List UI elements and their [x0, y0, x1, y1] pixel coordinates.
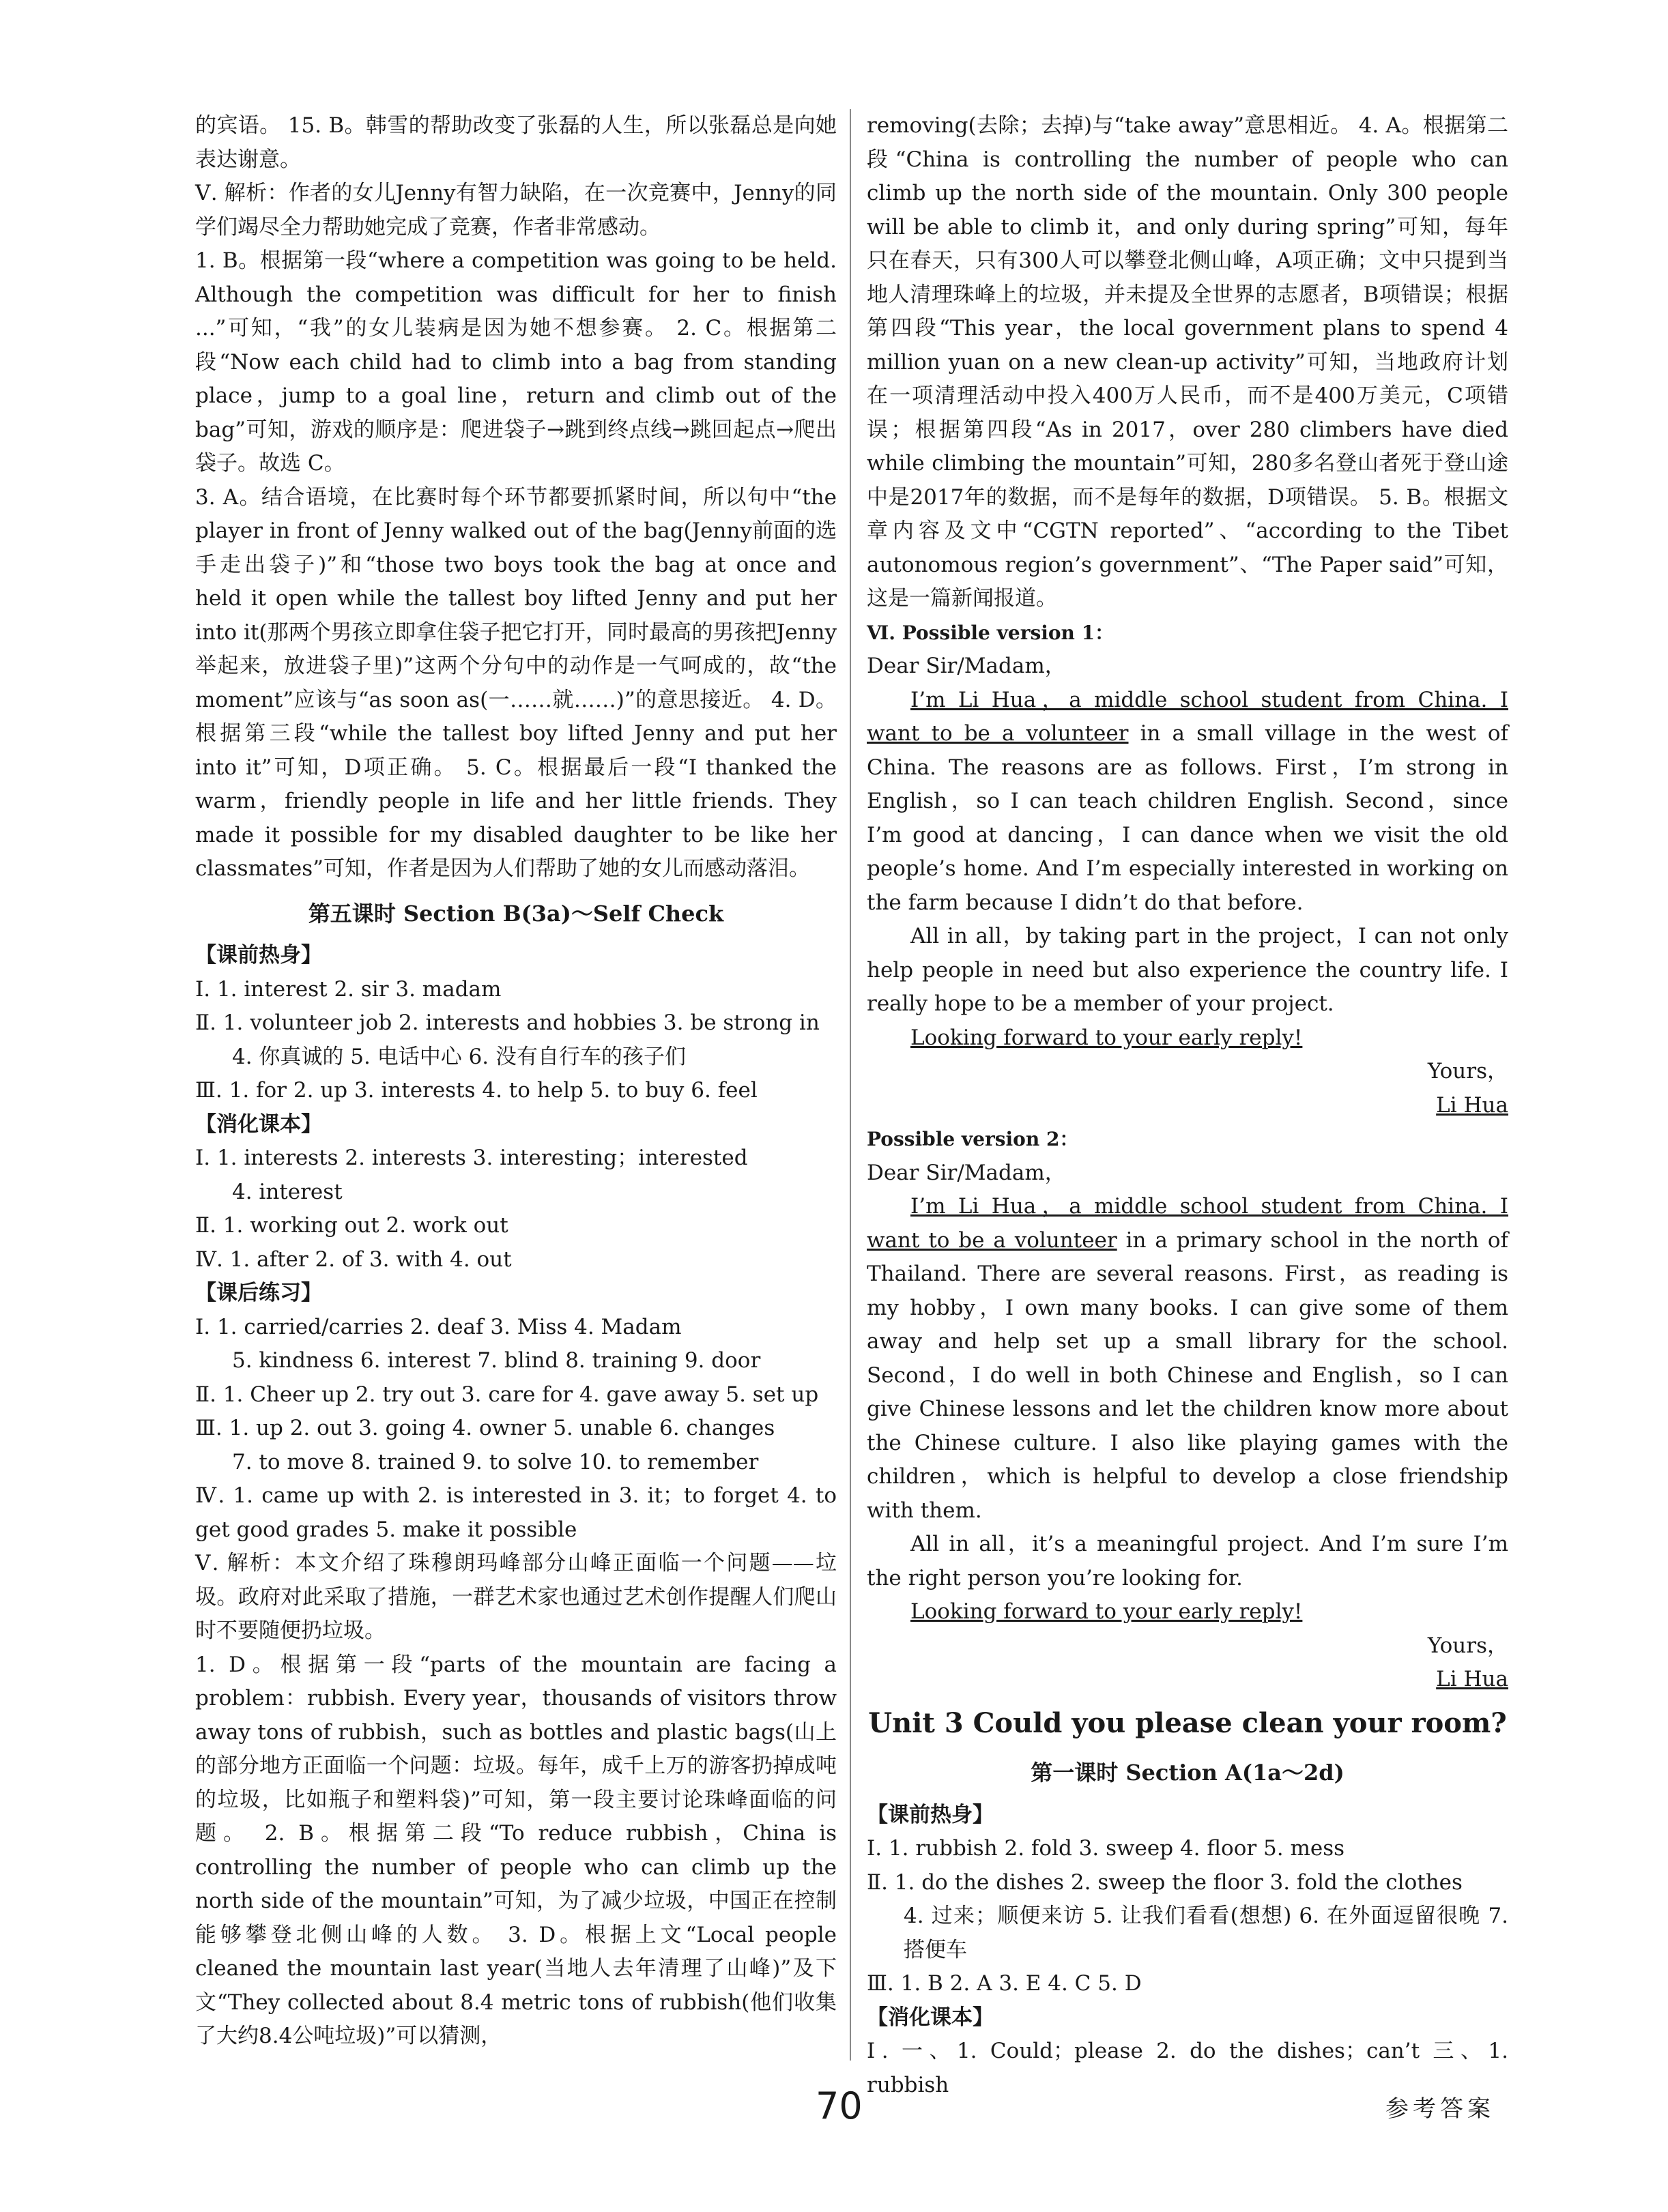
underlined-text: I’m Li Hua，a middle school student from China. I want to be a volunteer: [867, 1194, 1508, 1253]
lesson-title: 第五课时 Section B(3a)～Self Check: [308, 900, 724, 927]
version-label: Ⅵ. Possible version 1：: [867, 621, 1115, 644]
paragraph: Ⅴ. 解析：本文介绍了珠穆朗玛峰部分山峰正面临一个问题——垃圾。政府对此采取了措施，一群艺术家也通过艺术创作提醒人们爬山时不要随便扔垃圾。: [195, 1551, 837, 1643]
answer-line: Ⅰ. 1. rubbish 2. fold 3. sweep 4. floor 5. mess: [867, 1836, 1345, 1861]
answer-line: Ⅱ. 1. working out 2. work out: [195, 1213, 508, 1238]
underlined-text: I’m Li Hua，a middle school student from China. I want to be a volunteer: [867, 687, 1508, 746]
letter-closing: [867, 1021, 1508, 1056]
section-heading: 【课前热身】: [195, 943, 322, 967]
paragraph: 1. B。根据第一段“where a competition was going to be held. Although the competition was difficult for her to finish ...”可知，“我”的女儿装病是因为她不想参赛。 2. C。根据第二段“Now each child had to climb into a bag from standing place，jump to a goal line，return and climb out of the bag”可知，游戏的顺序是：爬进袋子→跳到终点线→跳回起点→爬出袋子。故选 C。: [195, 248, 837, 476]
letter-paragraph: All in all，it’s a meaningful project. And I’m sure I’m the right person you’re looking for.: [867, 1532, 1508, 1590]
letter-greeting: Dear Sir/Madam，: [867, 654, 1066, 678]
answer-line: Ⅱ. 1. Cheer up 2. try out 3. care for 4. gave away 5. set up: [195, 1382, 819, 1407]
paragraph: Ⅴ. 解析：作者的女儿Jenny有智力缺陷，在一次竞赛中，Jenny的同学们竭尽全力帮助她完成了竞赛，作者非常感动。: [195, 181, 837, 239]
answer-line: Ⅲ. 1. for 2. up 3. interests 4. to help 5. to buy 6. feel: [195, 1078, 758, 1103]
paragraph: removing(去除；去掉)与“take away”意思相近。 4. A。根据第二段“China is controlling the number of people who can climb up the north side of the mountain. Only 300 people will be able to climb it，and only during spring”可知，每年只在春天，只有300人可以攀登北侧山峰，A项正确；文中只提到当地人清理珠峰上的垃圾，并未提及全世界的志愿者，B项错误；根据第四段“This year，the local government plans to spend 4 million yuan on a new clean-up activity”可知，当地政府计划在一项清理活动中投入400万人民币，而不是400万美元，C项错误；根据第四段“As in 2017，over 280 climbers have died while climbing the mountain”可知，280多名登山者死于登山途中是2017年的数据，而不是每年的数据，D项错误。 5. B。根据文章内容及文中“CGTN reported”、“according to the Tibet autonomous region’s government”、“The Paper said”可知，这是一篇新闻报道。: [867, 113, 1508, 611]
paragraph: 3. A。结合语境，在比赛时每个环节都要抓紧时间，所以句中“the player in front of Jenny walked out of the bag(Jenny前面的选手走出袋子)”和“those two boys took the bag at once and held it open while the tallest boy lifted Jenny and put her into it(那两个男孩立即拿住袋子把它打开，同时最高的男孩把Jenny举起来，放进袋子里)”这两个分句中的动作是一气呵成的，故“the moment”应该与“as soon as(一……就……)”的意思接近。 4. D。根据第三段“while the tallest boy lifted Jenny and put her into it”可知，D项正确。 5. C。根据最后一段“I thanked the warm，friendly people in life and her little friends. They made it possible for my disabled daughter to be like her classmates”可知，作者是因为人们帮助了她的女儿而感动落泪。: [195, 484, 837, 881]
letter-closing: [867, 1595, 1508, 1629]
section-heading: 【课前热身】: [867, 1802, 994, 1827]
answer-line: Ⅰ. 1. interest 2. sir 3. madam: [195, 976, 502, 1002]
letter-signature: [867, 1089, 1508, 1123]
answer-line: 4. 你真诚的 5. 电话中心 6. 没有自行车的孩子们: [232, 1044, 686, 1069]
section-heading: 【课后练习】: [195, 1281, 322, 1305]
answer-line: Ⅰ. 1. interests 2. interests 3. interesting；interested: [195, 1146, 748, 1170]
letter-paragraph: [867, 684, 1508, 920]
answer-line: Ⅲ. 1. B 2. A 3. E 4. C 5. D: [867, 1971, 1142, 1996]
letter-paragraph: [867, 1190, 1508, 1528]
footer-label: 参考答案: [1385, 2095, 1495, 2123]
answer-line: 7. to move 8. trained 9. to solve 10. to remember: [232, 1449, 759, 1474]
paragraph: 的宾语。 15. B。韩雪的帮助改变了张磊的人生，所以张磊总是向她表达谢意。: [195, 113, 837, 172]
unit-title: Unit 3 Could you please clean your room?: [868, 1706, 1507, 1739]
letter-yours: Yours，: [1427, 1059, 1508, 1083]
answer-line: 4. 过来；顺便来访 5. 让我们看看(想想) 6. 在外面逗留很晚 7. 搭便车: [904, 1904, 1508, 1962]
letter-text: in a primary school in the north of Thailand. There are several reasons. First，as reading is my hobby，I own many books. I can give some of them away and help set up a small library for the school. Second，I do well in both Chinese and English，so I can give Chinese lessons and let the children know more about the Chinese culture. I also like playing games with the children，which is helpful to develop a close friendship with them.: [867, 1227, 1508, 1523]
version-label: Possible version 2：: [867, 1128, 1079, 1150]
letter-paragraph: All in all，by taking part in the project，I can not only help people in need but also experience the country life. I really hope to be a member of your project.: [867, 924, 1508, 1016]
column-divider: [850, 109, 851, 2061]
answer-line: Ⅱ. 1. volunteer job 2. interests and hobbies 3. be strong in: [195, 1010, 820, 1035]
letter-signature: [867, 1663, 1508, 1697]
page-number: 70: [816, 2084, 863, 2127]
answer-line: 4. interest: [232, 1179, 343, 1204]
signature-name: Li Hua: [1436, 1667, 1508, 1691]
answer-line: Ⅳ. 1. came up with 2. is interested in 3. it；to forget 4. to get good grades 5. make it possible: [195, 1483, 837, 1542]
answer-line: Ⅳ. 1. after 2. of 3. with 4. out: [195, 1247, 512, 1272]
underlined-text: Looking forward to your early reply!: [910, 1025, 1303, 1050]
lesson-title: 第一课时 Section A(1a～2d): [1031, 1760, 1345, 1786]
answer-line: Ⅱ. 1. do the dishes 2. sweep the floor 3. fold the clothes: [867, 1869, 1463, 1895]
left-column: [195, 109, 837, 2054]
answer-line: 5. kindness 6. interest 7. blind 8. training 9. door: [232, 1348, 761, 1373]
section-heading: 【消化课本】: [867, 2005, 994, 2030]
right-column: [867, 109, 1508, 2102]
underlined-text: Looking forward to your early reply!: [910, 1599, 1303, 1624]
letter-text: in a small village in the west of China. The reasons are as follows. First，I’m strong in English，so I can teach children English. Second，since I’m good at dancing，I can dance when we visit the old people’s home. And I’m especially interested in working on the farm because I didn’t do that before.: [867, 721, 1508, 915]
letter-greeting: Dear Sir/Madam，: [867, 1160, 1066, 1185]
answer-line: Ⅰ. 1. carried/carries 2. deaf 3. Miss 4. Madam: [195, 1314, 682, 1339]
answer-line: Ⅰ. 一、1. Could；please 2. do the dishes；can’t 三、1. rubbish: [867, 2039, 1508, 2097]
section-heading: 【消化课本】: [195, 1111, 322, 1137]
answer-line: Ⅲ. 1. up 2. out 3. going 4. owner 5. unable 6. changes: [195, 1416, 775, 1440]
paragraph: 1. D。根据第一段“parts of the mountain are facing a problem：rubbish. Every year，thousands of visitors throw away tons of rubbish，such as bottles and plastic bags(山上的部分地方正面临一个问题：垃圾。每年，成千上万的游客扔掉成吨的垃圾，比如瓶子和塑料袋)”可知，第一段主要讨论珠峰面临的问题。 2. B。根据第二段“To reduce rubbish，China is controlling the number of people who can climb up the north side of the mountain”可知，为了减少垃圾，中国正在控制能够攀登北侧山峰的人数。 3. D。根据上文“Local people cleaned the mountain last year(当地人去年清理了山峰)”及下文“They collected about 8.4 metric tons of rubbish(他们收集了大约8.4公吨垃圾)”可以猜测，: [195, 1652, 837, 2048]
signature-name: Li Hua: [1436, 1092, 1508, 1118]
letter-yours: Yours，: [1427, 1633, 1508, 1658]
